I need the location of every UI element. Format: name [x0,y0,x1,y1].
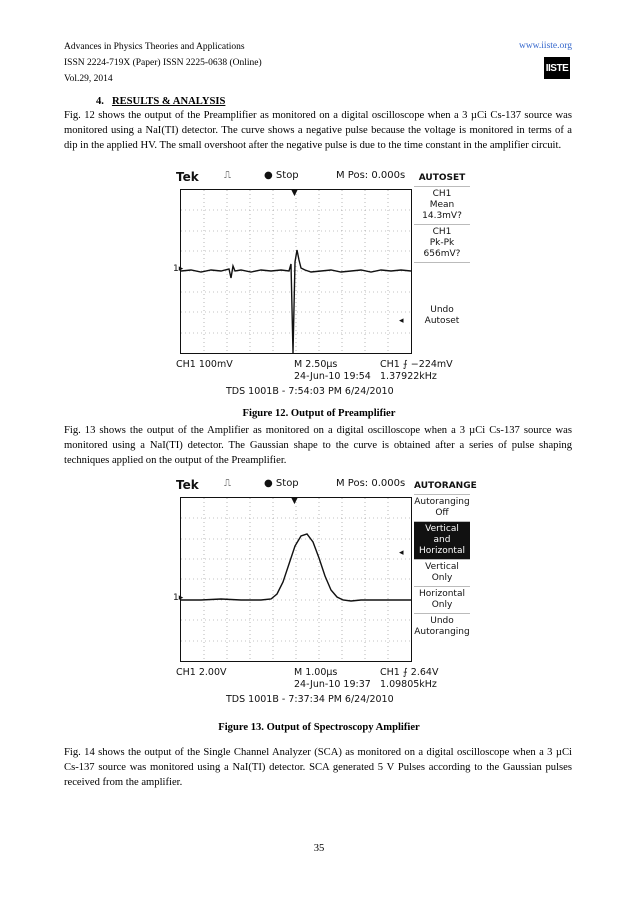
oscilloscope-figure-12 [172,167,470,402]
menu-title: AUTOSET [414,171,470,187]
timebase: M 2.50µs [294,359,338,370]
brand-label: Tek [176,478,199,492]
scope-screen [173,496,412,662]
trigger-readout: CH1 ⨍ 2.64V [380,667,439,678]
menu-ch1-mean[interactable]: CH1 Mean 14.3mV? [414,187,470,225]
timebase: M 1.00µs [294,667,338,678]
menu-vertical-horizontal[interactable]: Vertical and Horizontal [414,522,470,560]
brand-label: Tek [176,170,199,184]
journal-title: Advances in Physics Theories and Applications [64,42,245,52]
frequency: 1.37922kHz [380,371,437,382]
iiste-logo: IISTE [544,57,570,79]
menu-ch1-pkpk[interactable]: CH1 Pk-Pk 656mV? [414,225,470,263]
menu-undo-autoranging[interactable]: Undo Autoranging [414,616,470,637]
menu-title: AUTORANGE [414,479,470,495]
trigger-level-marker: ◂ [399,548,404,558]
paragraph-fig13: Fig. 13 shows the output of the Amplifier as monitored on a digital oscilloscope when a 3 µCi Cs-137 source was monitored using a NaI(TI) detector. The Gaussian shape to the curve is obtained after a series of pulse shaping techniques applied on the output of the Preamplifier. [64,425,572,466]
run-state: ● Stop [264,478,299,489]
ch1-scale: CH1 100mV [176,359,233,370]
stop-icon: ● [264,478,273,489]
datetime: 24-Jun-10 19:54 [294,371,371,382]
ch1-marker: 1▸ [173,264,184,274]
paragraph-fig14: Fig. 14 shows the output of the Single Channel Analyzer (SCA) as monitored on a digital oscilloscope when a 3 µCi Cs-137 source was monitored using a NaI(TI) detector. SCA generated 5 V Pulses according to the Gaussian pulses received from the amplifier. [64,747,572,788]
figure-12-caption: Figure 12. Output of Preamplifier [242,408,396,419]
scope-footer: TDS 1001B - 7:37:34 PM 6/24/2010 [226,694,394,705]
oscilloscope-figure-13 [172,475,477,710]
trigger-readout: CH1 ⨍ −224mV [380,359,453,370]
trigger-pos-marker: ▼ [291,496,298,506]
section-title: RESULTS & ANALYSIS [111,96,226,107]
section-number: 4. [96,96,104,107]
scope-screen [173,188,412,354]
m-pos-readout: M Pos: 0.000s [336,478,406,489]
scope-menu [414,171,470,329]
paragraph-fig12: Fig. 12 shows the output of the Preamplifier as monitored on a digital oscilloscope when a 3 µCi Cs-137 source was monitored using a NaI(TI) detector. The curve shows a negative pulse because the voltage is monitored in terms of a dip in the applied HV. The small overshoot after the negative pulse is due to the time constant in the amplifier circuit. [64,110,572,151]
menu-undo-autoset[interactable]: Undo Autoset [424,305,460,326]
pulse-icon: ⎍ [224,170,231,181]
preamp-trace [181,250,411,353]
datetime: 24-Jun-10 19:37 [294,679,371,690]
graticule [181,498,411,661]
frequency: 1.09805kHz [380,679,437,690]
pulse-icon: ⎍ [224,478,231,489]
section-heading [96,96,225,107]
volume-line: Vol.29, 2014 [64,74,113,84]
menu-autoranging[interactable]: Autoranging Off [414,495,470,522]
figure-13-caption: Figure 13. Output of Spectroscopy Amplifier [218,722,420,733]
waveform-plot [181,190,411,353]
stop-icon: ● [264,170,273,181]
waveform-plot [181,498,411,661]
m-pos-readout: M Pos: 0.000s [336,170,406,181]
trigger-pos-marker: ▼ [291,188,298,198]
menu-horizontal-only[interactable]: Horizontal Only [414,587,470,614]
issn-line: ISSN 2224-719X (Paper) ISSN 2225-0638 (Online) [64,58,262,68]
page-number: 35 [313,843,325,854]
scope-menu [414,479,477,640]
journal-url-link[interactable]: www.iiste.org [518,41,572,51]
ch1-marker: 1▸ [173,593,184,603]
menu-vertical-only[interactable]: Vertical Only [414,560,470,587]
run-state: ● Stop [264,170,299,181]
scope-footer: TDS 1001B - 7:54:03 PM 6/24/2010 [226,386,394,397]
ch1-scale: CH1 2.00V [176,667,227,678]
trigger-level-marker: ◂ [399,316,404,326]
